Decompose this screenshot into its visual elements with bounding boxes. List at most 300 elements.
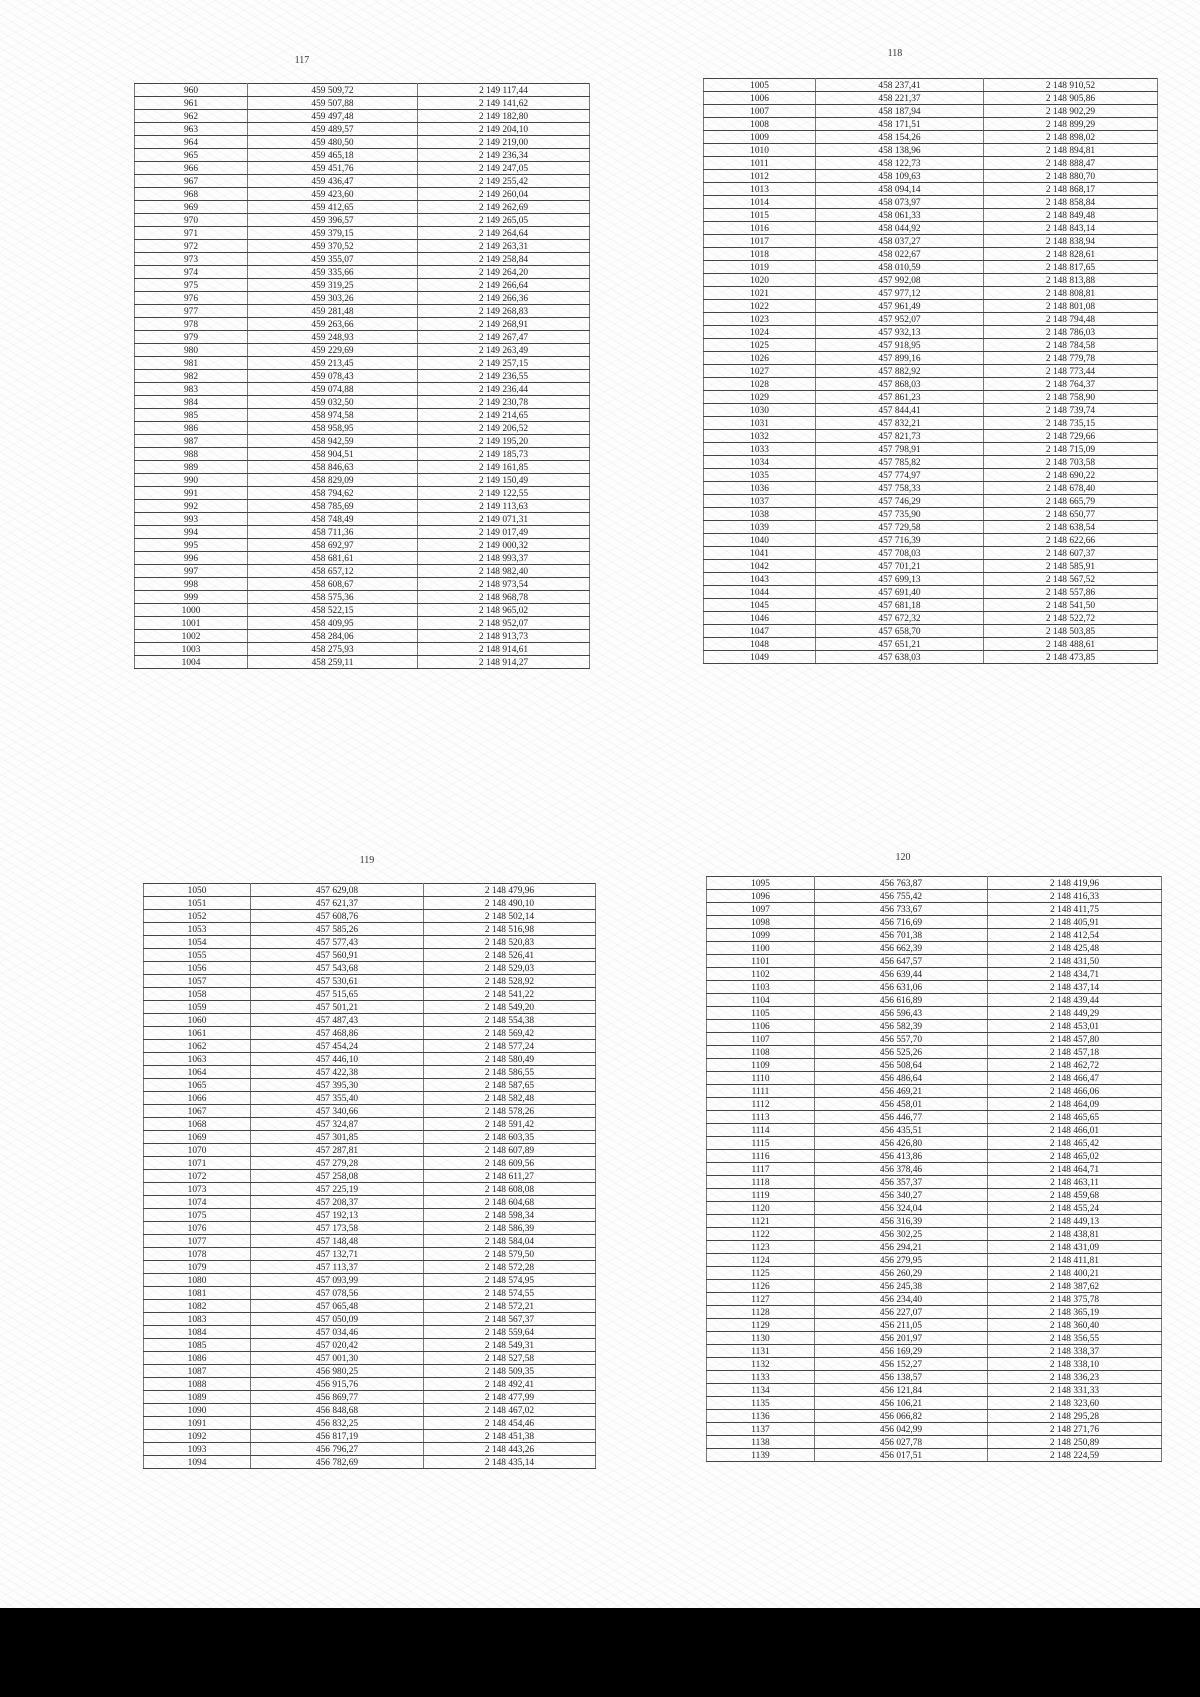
y-coordinate-cell: 2 148 608,08 [424, 1183, 596, 1196]
table-row [707, 1072, 1162, 1085]
y-coordinate-cell: 2 149 182,80 [418, 110, 590, 123]
point-number-cell: 1002 [135, 630, 248, 643]
y-coordinate-cell: 2 148 455,24 [988, 1202, 1162, 1215]
y-coordinate-cell: 2 148 808,81 [984, 287, 1158, 300]
point-number-cell: 1072 [144, 1170, 251, 1183]
table-row [135, 110, 590, 123]
x-coordinate-cell: 456 525,26 [815, 1046, 988, 1059]
y-coordinate-cell: 2 148 888,47 [984, 157, 1158, 170]
table-row [144, 1326, 596, 1339]
y-coordinate-cell: 2 148 454,46 [424, 1417, 596, 1430]
y-coordinate-cell: 2 148 473,85 [984, 651, 1158, 664]
table-row [707, 1449, 1162, 1462]
x-coordinate-cell: 456 662,39 [815, 942, 988, 955]
point-number-cell: 992 [135, 500, 248, 513]
table-row [707, 1098, 1162, 1111]
point-number-cell: 1113 [707, 1111, 815, 1124]
table-row [704, 430, 1158, 443]
y-coordinate-cell: 2 148 993,37 [418, 552, 590, 565]
table-row [144, 1391, 596, 1404]
point-number-cell: 1005 [704, 79, 816, 92]
point-number-cell: 1120 [707, 1202, 815, 1215]
point-number-cell: 1070 [144, 1144, 251, 1157]
table-row [135, 175, 590, 188]
point-number-cell: 1068 [144, 1118, 251, 1131]
x-coordinate-cell: 457 501,21 [251, 1001, 424, 1014]
point-number-cell: 1092 [144, 1430, 251, 1443]
y-coordinate-cell: 2 148 453,01 [988, 1020, 1162, 1033]
y-coordinate-cell: 2 148 387,62 [988, 1280, 1162, 1293]
y-coordinate-cell: 2 148 779,78 [984, 352, 1158, 365]
point-number-cell: 980 [135, 344, 248, 357]
x-coordinate-cell: 456 121,84 [815, 1384, 988, 1397]
y-coordinate-cell: 2 148 849,48 [984, 209, 1158, 222]
point-number-cell: 1095 [707, 877, 815, 890]
x-coordinate-cell: 456 446,77 [815, 1111, 988, 1124]
x-coordinate-cell: 457 065,48 [251, 1300, 424, 1313]
table-row [135, 266, 590, 279]
point-number-cell: 988 [135, 448, 248, 461]
x-coordinate-cell: 456 469,21 [815, 1085, 988, 1098]
y-coordinate-cell: 2 148 488,61 [984, 638, 1158, 651]
x-coordinate-cell: 456 716,69 [815, 916, 988, 929]
table-row [707, 1020, 1162, 1033]
point-number-cell: 994 [135, 526, 248, 539]
y-coordinate-cell: 2 148 902,29 [984, 105, 1158, 118]
y-coordinate-cell: 2 148 295,28 [988, 1410, 1162, 1423]
y-coordinate-cell: 2 148 572,28 [424, 1261, 596, 1274]
x-coordinate-cell: 457 395,30 [251, 1079, 424, 1092]
table-row [707, 968, 1162, 981]
x-coordinate-cell: 459 451,76 [248, 162, 418, 175]
point-number-cell: 1130 [707, 1332, 815, 1345]
table-row [707, 890, 1162, 903]
table-row [135, 318, 590, 331]
x-coordinate-cell: 458 608,67 [248, 578, 418, 591]
table-row [135, 227, 590, 240]
point-number-cell: 1099 [707, 929, 815, 942]
y-coordinate-cell: 2 149 219,00 [418, 136, 590, 149]
x-coordinate-cell: 459 032,50 [248, 396, 418, 409]
point-number-cell: 1063 [144, 1053, 251, 1066]
point-number-cell: 1058 [144, 988, 251, 1001]
point-number-cell: 1057 [144, 975, 251, 988]
table-row [144, 1274, 596, 1287]
x-coordinate-cell: 457 658,70 [816, 625, 984, 638]
table-row [135, 539, 590, 552]
table-row [707, 1124, 1162, 1137]
table-row [135, 136, 590, 149]
x-coordinate-cell: 459 355,07 [248, 253, 418, 266]
x-coordinate-cell: 458 109,63 [816, 170, 984, 183]
x-coordinate-cell: 456 582,39 [815, 1020, 988, 1033]
point-number-cell: 998 [135, 578, 248, 591]
point-number-cell: 1029 [704, 391, 816, 404]
x-coordinate-cell: 456 796,27 [251, 1443, 424, 1456]
point-number-cell: 1018 [704, 248, 816, 261]
point-number-cell: 1043 [704, 573, 816, 586]
table-row [704, 521, 1158, 534]
table-row [144, 1287, 596, 1300]
x-coordinate-cell: 456 245,38 [815, 1280, 988, 1293]
y-coordinate-cell: 2 148 502,14 [424, 910, 596, 923]
y-coordinate-cell: 2 149 071,31 [418, 513, 590, 526]
y-coordinate-cell: 2 148 604,68 [424, 1196, 596, 1209]
table-row [144, 1183, 596, 1196]
y-coordinate-cell: 2 148 477,99 [424, 1391, 596, 1404]
y-coordinate-cell: 2 148 817,65 [984, 261, 1158, 274]
y-coordinate-cell: 2 148 435,14 [424, 1456, 596, 1469]
x-coordinate-cell: 457 078,56 [251, 1287, 424, 1300]
table-row [704, 118, 1158, 131]
x-coordinate-cell: 458 073,97 [816, 196, 984, 209]
y-coordinate-cell: 2 148 529,03 [424, 962, 596, 975]
point-number-cell: 1114 [707, 1124, 815, 1137]
table-row [135, 201, 590, 214]
table-row [144, 1313, 596, 1326]
x-coordinate-cell: 459 480,50 [248, 136, 418, 149]
point-number-cell: 1032 [704, 430, 816, 443]
y-coordinate-cell: 2 148 607,37 [984, 547, 1158, 560]
point-number-cell: 961 [135, 97, 248, 110]
x-coordinate-cell: 457 530,61 [251, 975, 424, 988]
y-coordinate-cell: 2 148 463,11 [988, 1176, 1162, 1189]
table-row [144, 910, 596, 923]
table-row [704, 287, 1158, 300]
y-coordinate-cell: 2 148 690,22 [984, 469, 1158, 482]
y-coordinate-cell: 2 148 431,50 [988, 955, 1162, 968]
y-coordinate-cell: 2 148 952,07 [418, 617, 590, 630]
y-coordinate-cell: 2 148 973,54 [418, 578, 590, 591]
y-coordinate-cell: 2 148 466,47 [988, 1072, 1162, 1085]
x-coordinate-cell: 459 507,88 [248, 97, 418, 110]
table-row [144, 923, 596, 936]
table-row [707, 1215, 1162, 1228]
y-coordinate-cell: 2 149 266,36 [418, 292, 590, 305]
x-coordinate-cell: 456 357,37 [815, 1176, 988, 1189]
table-row [704, 417, 1158, 430]
x-coordinate-cell: 457 832,21 [816, 417, 984, 430]
x-coordinate-cell: 456 294,21 [815, 1241, 988, 1254]
y-coordinate-cell: 2 148 982,40 [418, 565, 590, 578]
x-coordinate-cell: 456 017,51 [815, 1449, 988, 1462]
table-row [707, 1150, 1162, 1163]
table-row [707, 1176, 1162, 1189]
table-row [704, 638, 1158, 651]
y-coordinate-cell: 2 148 622,66 [984, 534, 1158, 547]
x-coordinate-cell: 457 515,65 [251, 988, 424, 1001]
point-number-cell: 1006 [704, 92, 816, 105]
table-row [704, 92, 1158, 105]
y-coordinate-cell: 2 148 520,83 [424, 936, 596, 949]
table-row [707, 1384, 1162, 1397]
point-number-cell: 1085 [144, 1339, 251, 1352]
y-coordinate-cell: 2 148 457,80 [988, 1033, 1162, 1046]
y-coordinate-cell: 2 149 230,78 [418, 396, 590, 409]
point-number-cell: 996 [135, 552, 248, 565]
table-row [707, 1241, 1162, 1254]
y-coordinate-cell: 2 148 578,26 [424, 1105, 596, 1118]
point-number-cell: 1126 [707, 1280, 815, 1293]
x-coordinate-cell: 459 281,48 [248, 305, 418, 318]
x-coordinate-cell: 457 861,23 [816, 391, 984, 404]
y-coordinate-cell: 2 148 905,86 [984, 92, 1158, 105]
table-row [704, 495, 1158, 508]
y-coordinate-cell: 2 148 323,60 [988, 1397, 1162, 1410]
table-row [144, 1417, 596, 1430]
table-row [704, 209, 1158, 222]
table-row [135, 162, 590, 175]
coordinates-table-page-118 [703, 78, 1158, 664]
point-number-cell: 991 [135, 487, 248, 500]
y-coordinate-cell: 2 148 567,37 [424, 1313, 596, 1326]
table-row [707, 1228, 1162, 1241]
point-number-cell: 1060 [144, 1014, 251, 1027]
x-coordinate-cell: 458 829,09 [248, 474, 418, 487]
y-coordinate-cell: 2 148 338,37 [988, 1345, 1162, 1358]
y-coordinate-cell: 2 148 549,20 [424, 1001, 596, 1014]
x-coordinate-cell: 457 192,13 [251, 1209, 424, 1222]
table-row [704, 586, 1158, 599]
table-row [144, 1235, 596, 1248]
table-row [707, 1111, 1162, 1124]
point-number-cell: 1084 [144, 1326, 251, 1339]
x-coordinate-cell: 459 396,57 [248, 214, 418, 227]
x-coordinate-cell: 457 952,07 [816, 313, 984, 326]
y-coordinate-cell: 2 149 264,20 [418, 266, 590, 279]
point-number-cell: 1066 [144, 1092, 251, 1105]
y-coordinate-cell: 2 148 465,65 [988, 1111, 1162, 1124]
point-number-cell: 1064 [144, 1066, 251, 1079]
table-row [707, 1007, 1162, 1020]
point-number-cell: 985 [135, 409, 248, 422]
point-number-cell: 1036 [704, 482, 816, 495]
y-coordinate-cell: 2 148 250,89 [988, 1436, 1162, 1449]
table-row [135, 591, 590, 604]
x-coordinate-cell: 456 302,25 [815, 1228, 988, 1241]
point-number-cell: 1069 [144, 1131, 251, 1144]
point-number-cell: 1027 [704, 365, 816, 378]
x-coordinate-cell: 459 263,66 [248, 318, 418, 331]
point-number-cell: 1034 [704, 456, 816, 469]
table-row [704, 352, 1158, 365]
y-coordinate-cell: 2 148 541,50 [984, 599, 1158, 612]
point-number-cell: 1056 [144, 962, 251, 975]
y-coordinate-cell: 2 149 204,10 [418, 123, 590, 136]
x-coordinate-cell: 457 132,71 [251, 1248, 424, 1261]
point-number-cell: 1109 [707, 1059, 815, 1072]
x-coordinate-cell: 457 446,10 [251, 1053, 424, 1066]
y-coordinate-cell: 2 148 729,66 [984, 430, 1158, 443]
point-number-cell: 978 [135, 318, 248, 331]
point-number-cell: 1038 [704, 508, 816, 521]
table-row [707, 1267, 1162, 1280]
coordinates-table-page-119 [143, 883, 596, 1469]
point-number-cell: 1039 [704, 521, 816, 534]
point-number-cell: 1103 [707, 981, 815, 994]
table-row [704, 378, 1158, 391]
y-coordinate-cell: 2 148 439,44 [988, 994, 1162, 1007]
y-coordinate-cell: 2 148 412,54 [988, 929, 1162, 942]
y-coordinate-cell: 2 149 185,73 [418, 448, 590, 461]
x-coordinate-cell: 456 763,87 [815, 877, 988, 890]
point-number-cell: 1008 [704, 118, 816, 131]
y-coordinate-cell: 2 148 586,39 [424, 1222, 596, 1235]
y-coordinate-cell: 2 148 813,88 [984, 274, 1158, 287]
table-row [704, 235, 1158, 248]
y-coordinate-cell: 2 149 267,47 [418, 331, 590, 344]
x-coordinate-cell: 456 169,29 [815, 1345, 988, 1358]
y-coordinate-cell: 2 148 913,73 [418, 630, 590, 643]
table-row [135, 474, 590, 487]
point-number-cell: 1110 [707, 1072, 815, 1085]
x-coordinate-cell: 457 735,90 [816, 508, 984, 521]
x-coordinate-cell: 457 543,68 [251, 962, 424, 975]
x-coordinate-cell: 458 974,58 [248, 409, 418, 422]
table-row [144, 962, 596, 975]
point-number-cell: 979 [135, 331, 248, 344]
y-coordinate-cell: 2 149 262,69 [418, 201, 590, 214]
x-coordinate-cell: 459 303,26 [248, 292, 418, 305]
y-coordinate-cell: 2 149 214,65 [418, 409, 590, 422]
point-number-cell: 1135 [707, 1397, 815, 1410]
y-coordinate-cell: 2 148 451,38 [424, 1430, 596, 1443]
table-row [135, 526, 590, 539]
x-coordinate-cell: 459 412,65 [248, 201, 418, 214]
x-coordinate-cell: 457 638,03 [816, 651, 984, 664]
y-coordinate-cell: 2 148 577,24 [424, 1040, 596, 1053]
y-coordinate-cell: 2 149 268,83 [418, 305, 590, 318]
x-coordinate-cell: 459 248,93 [248, 331, 418, 344]
point-number-cell: 1090 [144, 1404, 251, 1417]
table-row [135, 513, 590, 526]
point-number-cell: 1023 [704, 313, 816, 326]
point-number-cell: 1000 [135, 604, 248, 617]
y-coordinate-cell: 2 148 449,29 [988, 1007, 1162, 1020]
y-coordinate-cell: 2 148 569,42 [424, 1027, 596, 1040]
y-coordinate-cell: 2 148 899,29 [984, 118, 1158, 131]
point-number-cell: 1015 [704, 209, 816, 222]
y-coordinate-cell: 2 149 236,44 [418, 383, 590, 396]
table-row [144, 1027, 596, 1040]
point-number-cell: 1096 [707, 890, 815, 903]
point-number-cell: 1133 [707, 1371, 815, 1384]
point-number-cell: 1061 [144, 1027, 251, 1040]
y-coordinate-cell: 2 148 580,49 [424, 1053, 596, 1066]
point-number-cell: 960 [135, 84, 248, 97]
x-coordinate-cell: 457 287,81 [251, 1144, 424, 1157]
y-coordinate-cell: 2 148 464,71 [988, 1163, 1162, 1176]
table-row [144, 1079, 596, 1092]
table-row [144, 1209, 596, 1222]
page-number-120: 120 [895, 852, 911, 863]
point-number-cell: 1081 [144, 1287, 251, 1300]
point-number-cell: 1121 [707, 1215, 815, 1228]
y-coordinate-cell: 2 148 462,72 [988, 1059, 1162, 1072]
y-coordinate-cell: 2 149 266,64 [418, 279, 590, 292]
point-number-cell: 965 [135, 149, 248, 162]
x-coordinate-cell: 456 138,57 [815, 1371, 988, 1384]
x-coordinate-cell: 458 010,59 [816, 261, 984, 274]
x-coordinate-cell: 458 221,37 [816, 92, 984, 105]
y-coordinate-cell: 2 149 150,49 [418, 474, 590, 487]
x-coordinate-cell: 457 279,28 [251, 1157, 424, 1170]
x-coordinate-cell: 458 187,94 [816, 105, 984, 118]
y-coordinate-cell: 2 148 526,41 [424, 949, 596, 962]
table-row [144, 936, 596, 949]
y-coordinate-cell: 2 149 264,64 [418, 227, 590, 240]
y-coordinate-cell: 2 149 117,44 [418, 84, 590, 97]
table-row [704, 339, 1158, 352]
table-row [704, 443, 1158, 456]
x-coordinate-cell: 457 961,49 [816, 300, 984, 313]
y-coordinate-cell: 2 149 113,63 [418, 500, 590, 513]
point-number-cell: 1123 [707, 1241, 815, 1254]
table-row [135, 604, 590, 617]
point-number-cell: 993 [135, 513, 248, 526]
table-row [144, 1261, 596, 1274]
y-coordinate-cell: 2 148 419,96 [988, 877, 1162, 890]
y-coordinate-cell: 2 148 603,35 [424, 1131, 596, 1144]
point-number-cell: 1139 [707, 1449, 815, 1462]
x-coordinate-cell: 456 324,04 [815, 1202, 988, 1215]
table-row [704, 456, 1158, 469]
y-coordinate-cell: 2 148 405,91 [988, 916, 1162, 929]
point-number-cell: 1071 [144, 1157, 251, 1170]
x-coordinate-cell: 456 647,57 [815, 955, 988, 968]
x-coordinate-cell: 456 486,64 [815, 1072, 988, 1085]
point-number-cell: 995 [135, 539, 248, 552]
x-coordinate-cell: 458 138,96 [816, 144, 984, 157]
x-coordinate-cell: 459 074,88 [248, 383, 418, 396]
x-coordinate-cell: 456 211,05 [815, 1319, 988, 1332]
point-number-cell: 1049 [704, 651, 816, 664]
point-number-cell: 974 [135, 266, 248, 279]
table-row [135, 656, 590, 669]
point-number-cell: 1094 [144, 1456, 251, 1469]
table-row [135, 97, 590, 110]
point-number-cell: 989 [135, 461, 248, 474]
table-row [144, 1105, 596, 1118]
point-number-cell: 1127 [707, 1293, 815, 1306]
point-number-cell: 1132 [707, 1358, 815, 1371]
table-row [144, 1300, 596, 1313]
x-coordinate-cell: 457 093,99 [251, 1274, 424, 1287]
point-number-cell: 982 [135, 370, 248, 383]
y-coordinate-cell: 2 148 557,86 [984, 586, 1158, 599]
y-coordinate-cell: 2 148 587,65 [424, 1079, 596, 1092]
x-coordinate-cell: 456 042,99 [815, 1423, 988, 1436]
x-coordinate-cell: 459 436,47 [248, 175, 418, 188]
point-number-cell: 997 [135, 565, 248, 578]
table-row [704, 144, 1158, 157]
y-coordinate-cell: 2 149 260,04 [418, 188, 590, 201]
point-number-cell: 1125 [707, 1267, 815, 1280]
point-number-cell: 1067 [144, 1105, 251, 1118]
x-coordinate-cell: 458 122,73 [816, 157, 984, 170]
table-row [144, 1131, 596, 1144]
point-number-cell: 1044 [704, 586, 816, 599]
x-coordinate-cell: 456 426,80 [815, 1137, 988, 1150]
point-number-cell: 1053 [144, 923, 251, 936]
table-row [135, 383, 590, 396]
y-coordinate-cell: 2 148 356,55 [988, 1332, 1162, 1345]
x-coordinate-cell: 457 422,38 [251, 1066, 424, 1079]
y-coordinate-cell: 2 148 457,18 [988, 1046, 1162, 1059]
y-coordinate-cell: 2 148 443,26 [424, 1443, 596, 1456]
table-row [704, 547, 1158, 560]
y-coordinate-cell: 2 149 268,91 [418, 318, 590, 331]
